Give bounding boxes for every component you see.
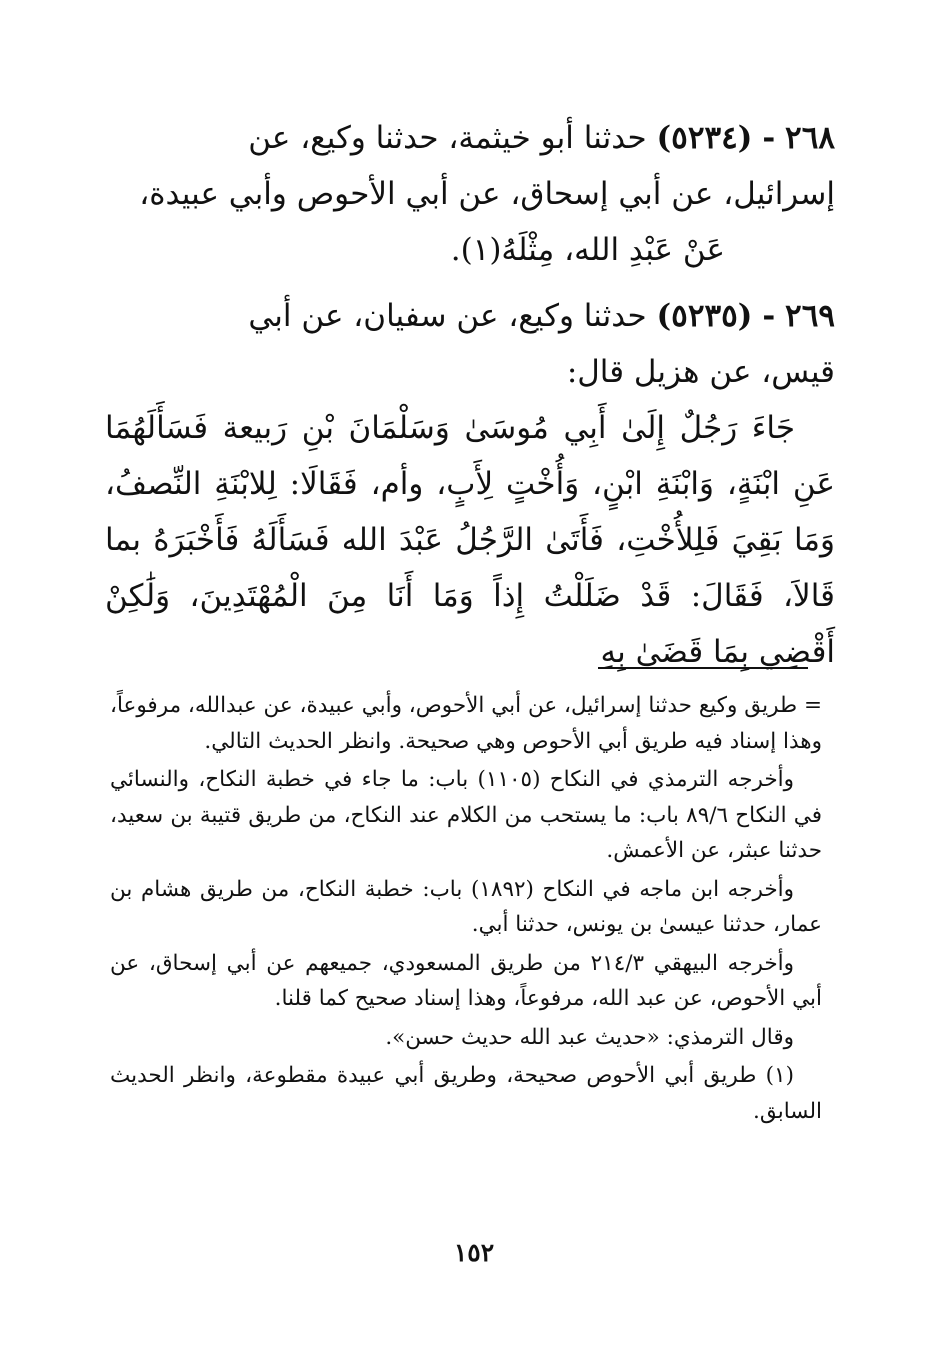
page-number: ١٥٢ xyxy=(453,1238,495,1267)
matn-text: جَاءَ رَجُلٌ إِلَىٰ أَبِي مُوسَىٰ وَسَلْمَانَ بْنِ رَبيعة فَسَأَلَهُمَا عَنِ ابْنَةٍ، وَابْنَةِ ابْنٍ، وَأُخْتٍ لِأَبٍ، وأم، فَقَالَا: لِلابْنَةِ النِّصفُ، وَمَا بَقِيَ فَلِلأُخْتِ، فَأَتَىٰ الرَّجُلُ عَبْدَ الله فَسَأَلَهُ فَأَخْبَرَهُ بما قَالاَ، فَقَالَ: قَدْ ضَلَلْتُ إِذاً وَمَا أَنَا مِنَ الْمُهْتَدِينَ، وَلَٰكِنْ أَقْضِي بِمَا قَضَىٰ بِهِ xyxy=(105,410,835,670)
isnad-line: عَنْ عَبْدِ الله، مِثْلَهُ(١). xyxy=(450,232,725,268)
isnad-line: ٢٦٩ - (٥٢٣٥) حدثنا وكيع، عن سفيان، عن أبي xyxy=(248,298,835,334)
hadith-entry-269 xyxy=(105,288,835,680)
footnote-paragraph: وأخرجه الترمذي في النكاح (١١٠٥) باب: ما جاء في خطبة النكاح، والنسائي في النكاح ٨٩/٦ باب: ما يستحب من الكلام عند النكاح، من طريق قتيبة بن سعيد، حدثنا عبثر، عن الأعمش. xyxy=(110,767,822,863)
footnotes xyxy=(110,688,822,1132)
isnad-text: حدثنا أبو خيثمة، حدثنا وكيع، عن xyxy=(248,120,647,156)
footnote-paragraph: (١) طريق أبي الأحوص صحيحة، وطريق أبي عبيدة مقطوعة، وانظر الحديث السابق. xyxy=(110,1063,822,1124)
footnote-paragraph: وأخرجه البيهقي ٢١٤/٣ من طريق المسعودي، جميعهم عن أبي إسحاق، عن أبي الأحوص، عن عبد الله، مرفوعاً، وهذا إسناد صحيح كما قلنا. xyxy=(110,950,822,1011)
footnote-paragraph: = طريق وكيع حدثنا إسرائيل، عن أبي الأحوص، وأبي عبيدة، عن عبدالله، مرفوعاً، وهذا إسناد فيه طريق أبي الأحوص وهي صحيحة. وانظر الحديث التالي. xyxy=(110,693,822,754)
main-text xyxy=(105,110,835,690)
footnote-paragraph: وأخرجه ابن ماجه في النكاح (١٨٩٢) باب: خطبة النكاح، من طريق هشام بن عمار، حدثنا عيسىٰ بن يونس، حدثنا أبي. xyxy=(110,876,822,937)
footnote-paragraph: وقال الترمذي: «حديث عبد الله حديث حسن». xyxy=(385,1024,794,1050)
hadith-number: ٢٦٨ xyxy=(785,120,835,156)
isnad-text: حدثنا وكيع، عن سفيان، عن أبي xyxy=(248,298,647,334)
hadith-entry-268 xyxy=(105,110,835,278)
isnad-line: قيس، عن هزيل قال: xyxy=(566,354,835,390)
footnote-divider xyxy=(598,667,808,669)
isnad-line: ٢٦٨ - (٥٢٣٤) حدثنا أبو خيثمة، حدثنا وكيع، عن xyxy=(248,120,835,156)
isnad-line: إسرائيل، عن أبي إسحاق، عن أبي الأحوص وأبي عبيدة، xyxy=(139,176,835,212)
hadith-number: ٢٦٩ xyxy=(785,298,835,334)
hadith-reference: (٥٢٣٤) xyxy=(656,120,753,156)
hadith-reference: (٥٢٣٥) xyxy=(656,298,753,334)
